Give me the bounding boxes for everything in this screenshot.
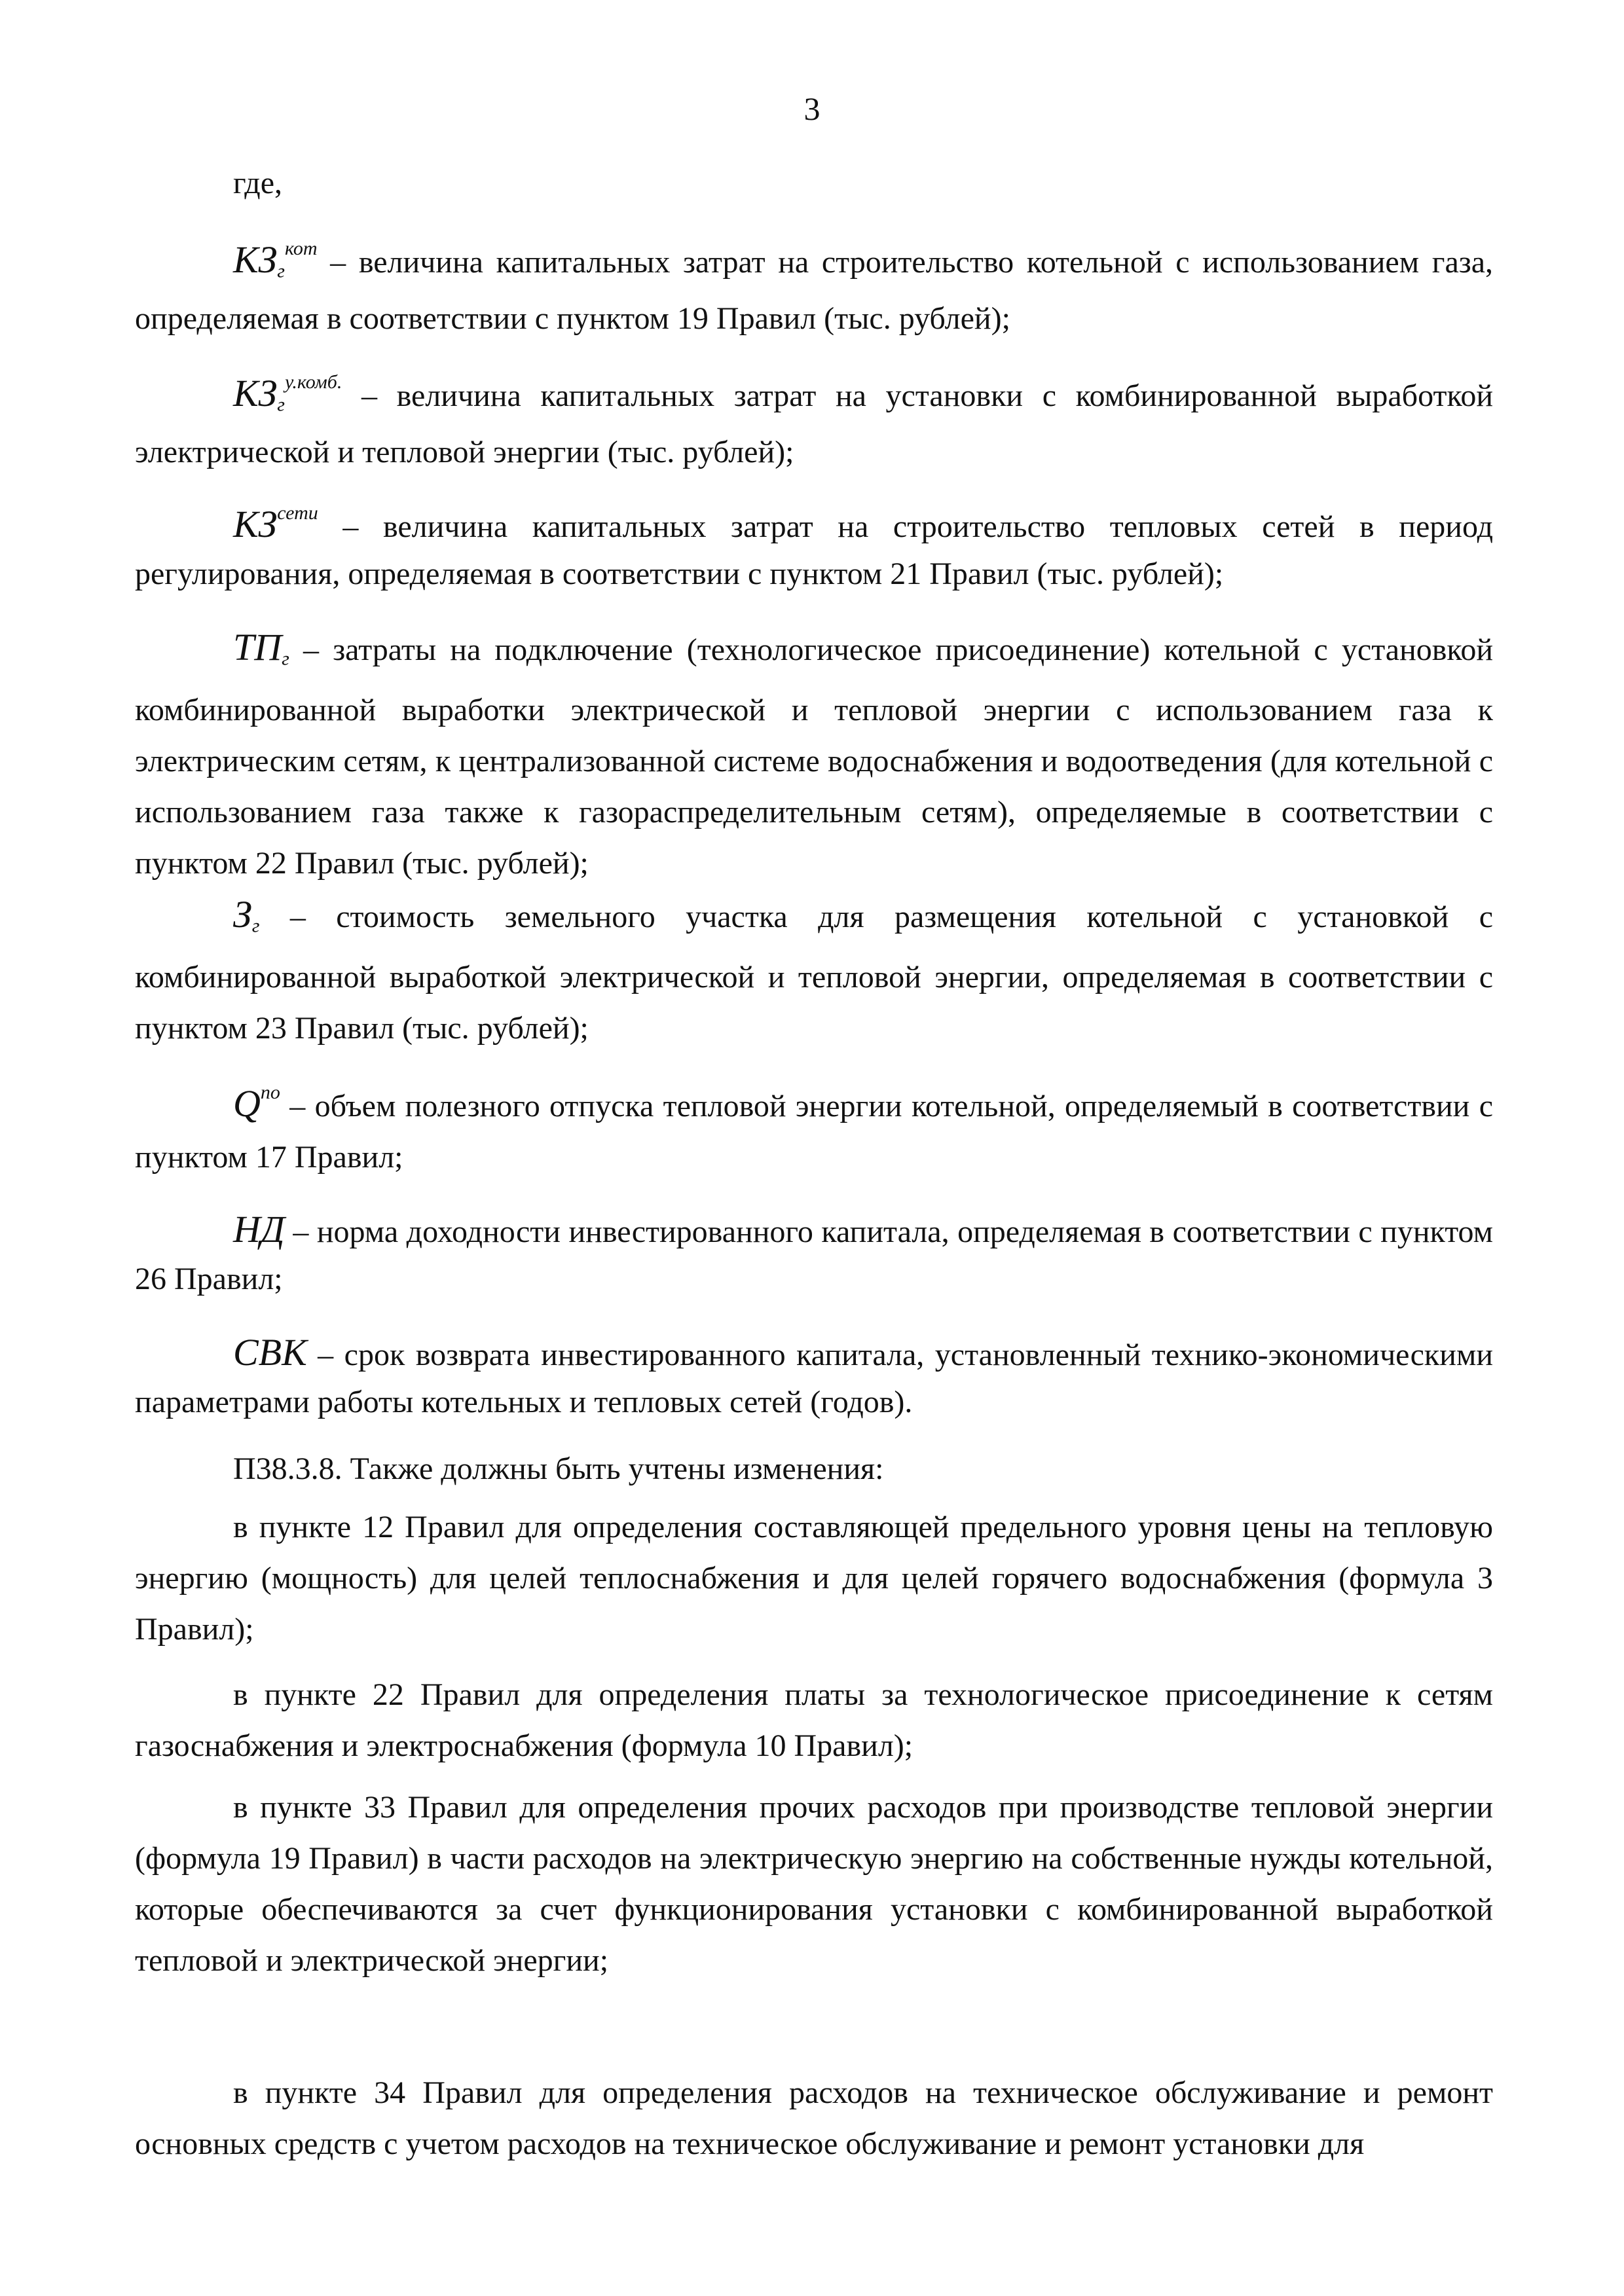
definition-text: – стоимость земельного участка для размещения котельной с установкой с комбинированной выработкой электрической и тепловой энергии, определяемая в соответствии с пунктом 23 Правил (тыс. рублей); bbox=[135, 900, 1494, 1046]
symbol: $КЗ_г^{кот}$ bbox=[233, 238, 318, 282]
definition-q bbox=[135, 1067, 1493, 1183]
symbol: $КЗ^{сети}$ bbox=[233, 502, 318, 545]
definition-kz-ukomb bbox=[135, 359, 1493, 476]
paragraph-item-12: в пункте 12 Правил для определения составляющей предельного уровня цены на тепловую энергию (мощность) для целей теплоснабжения и для целей горячего водоснабжения (формула 3 Правил); bbox=[135, 1510, 1493, 1647]
definition-text: – срок возврата инвестированного капитала, установленный технико-экономическими параметрами работы котельных и тепловых сетей (годов). bbox=[135, 1338, 1494, 1419]
definition-svk bbox=[135, 1329, 1493, 1426]
definition-text: – величина капитальных затрат на строительство тепловых сетей в период регулирования, определяемая в соответствии с пунктом 21 Правил (тыс. рублей); bbox=[135, 509, 1493, 591]
symbol: $Q^{по}$ bbox=[233, 1082, 280, 1125]
paragraph-p38: П38.3.8. Также должны быть учтены изменения: bbox=[233, 1451, 884, 1486]
definition-tp bbox=[135, 622, 1493, 889]
definition-text: – объем полезного отпуска тепловой энергии котельной, определяемый в соответствии с пунктом 17 Правил; bbox=[135, 1089, 1494, 1175]
definition-text: – норма доходности инвестированного капитала, определяемая в соответствии с пунктом 26 Правил; bbox=[135, 1214, 1494, 1296]
intro-text: где, bbox=[233, 166, 283, 200]
definition-text: – величина капитальных затрат на строительство котельной с использованием газа, определяемая в соответствии с пунктом 19 Правил (тыс. рублей); bbox=[135, 245, 1494, 336]
page-number: 3 bbox=[803, 90, 821, 127]
definition-kz-kot bbox=[135, 225, 1493, 342]
symbol: $З_г$ bbox=[233, 893, 260, 937]
definition-kz-seti bbox=[135, 490, 1493, 598]
definition-text: – величина капитальных затрат на установки с комбинированной выработкой электрической и тепловой энергии (тыс. рублей); bbox=[135, 378, 1494, 469]
paragraph-item-33: в пункте 33 Правил для определения прочих расходов при производстве тепловой энергии (формула 19 Правил) в части расходов на электрическую энергию на собственные нужды котельной, которые обеспечиваются за счет функционирования установки с комбинированной выработкой тепловой и электрической энергии; bbox=[135, 1790, 1493, 1978]
symbol: $КЗ_г^{у.комб.}$ bbox=[233, 371, 342, 416]
symbol: СВК bbox=[233, 1331, 307, 1374]
definition-nd bbox=[135, 1206, 1493, 1303]
definition-z bbox=[135, 889, 1493, 1054]
paragraph-item-22: в пункте 22 Правил для определения платы за технологическое присоединение к сетям газоснабжения и электроснабжения (формула 10 Правил); bbox=[135, 1677, 1493, 1763]
symbol: $ТП_г$ bbox=[233, 626, 289, 670]
symbol: НД bbox=[233, 1208, 285, 1250]
paragraph-item-34: в пункте 34 Правил для определения расходов на техническое обслуживание и ремонт основных средств с учетом расходов на техническое обслуживание и ремонт установки для bbox=[135, 2075, 1493, 2161]
definition-text: – затраты на подключение (технологическое присоединение) котельной с установкой комбинированной выработки электрической и тепловой энергии с использованием газа к электрическим сетям, к централизованной системе водоснабжения и водоотведения (для котельной с использованием газа также к газораспределительным сетям), определяемые в соответствии с пунктом 22 Правил (тыс. рублей); bbox=[135, 632, 1494, 881]
